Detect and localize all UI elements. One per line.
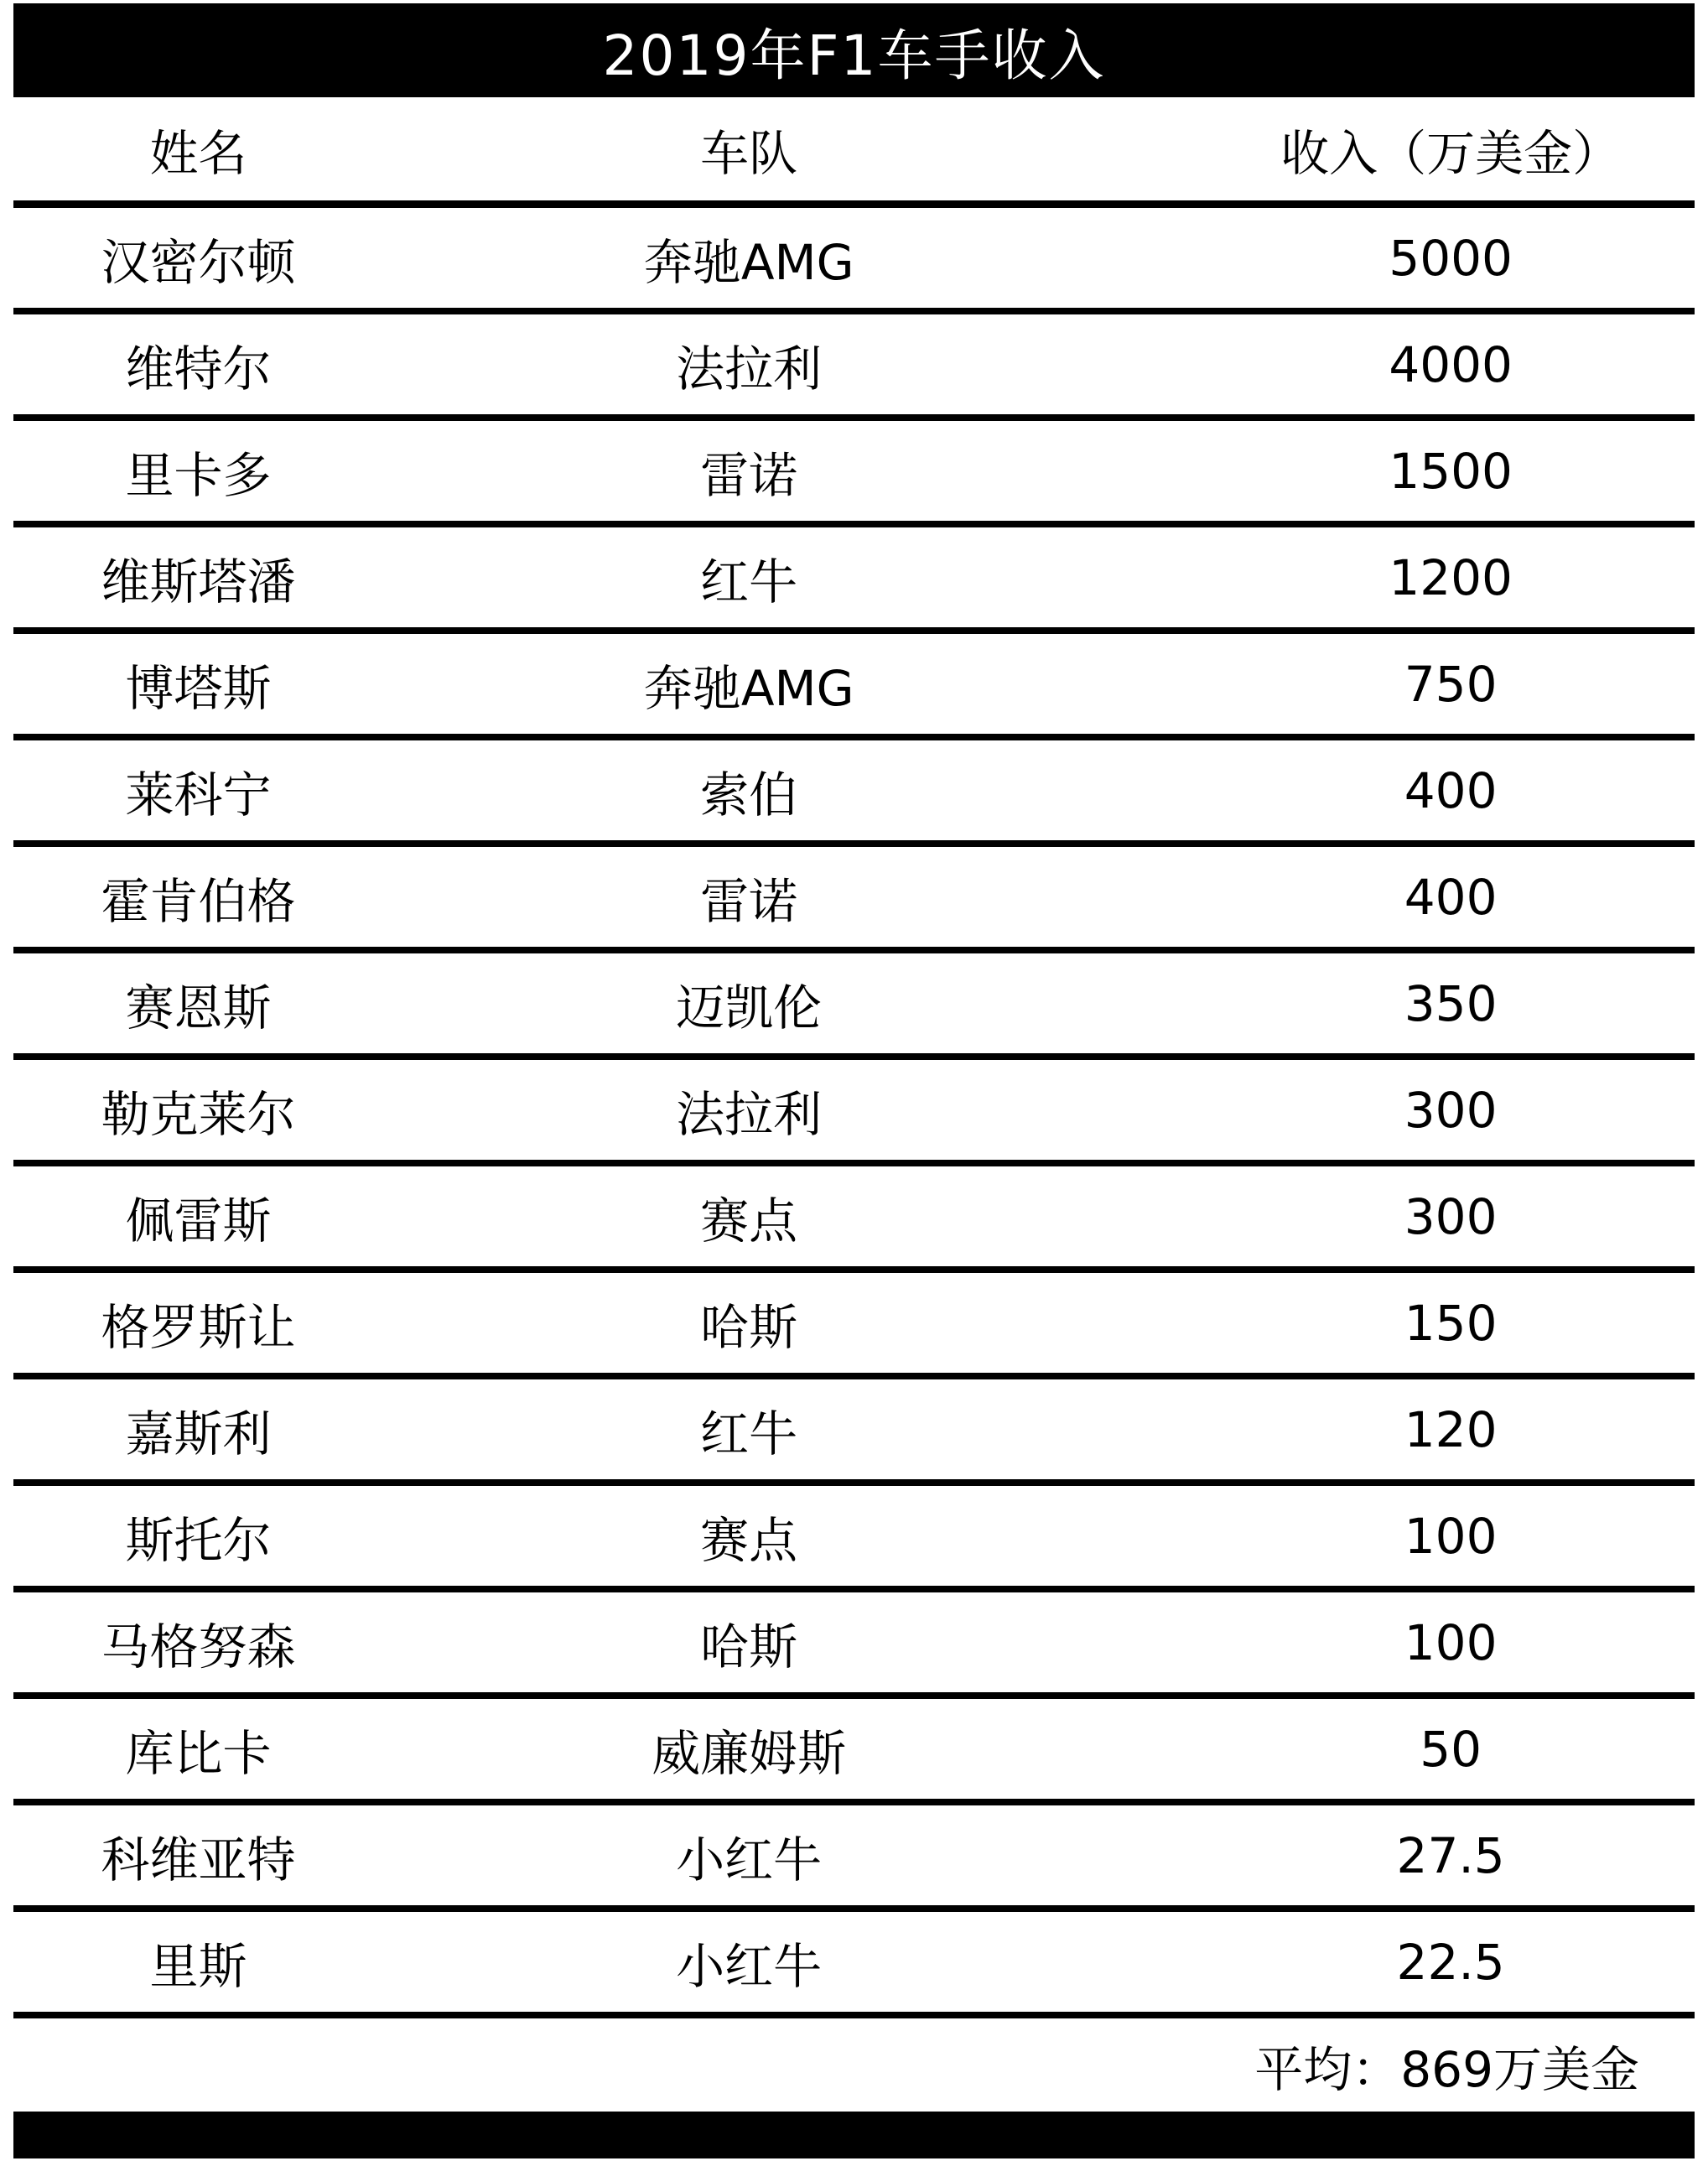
driver-name-cell: 里斯 xyxy=(149,1937,247,1995)
page-title: 2019年F1车手收入 xyxy=(602,23,1106,88)
header-team-column: 车队 xyxy=(700,124,798,182)
header-name-column: 姓名 xyxy=(149,124,247,182)
driver-name-cell: 佩雷斯 xyxy=(125,1192,272,1249)
driver-name-cell: 赛恩斯 xyxy=(125,979,272,1036)
table-row xyxy=(13,1060,1695,1166)
driver-name-cell: 嘉斯利 xyxy=(125,1405,272,1462)
income-cell: 50 xyxy=(1420,1720,1482,1778)
team-cell: 迈凯伦 xyxy=(676,979,823,1036)
table-row xyxy=(13,314,1695,421)
income-cell: 350 xyxy=(1404,974,1498,1032)
table-row xyxy=(13,208,1695,314)
header-income-column: 收入（万美金） xyxy=(1280,124,1622,182)
driver-name-cell: 维特尔 xyxy=(125,340,272,397)
table-header-row xyxy=(13,97,1695,208)
income-cell: 300 xyxy=(1404,1187,1498,1245)
table-row xyxy=(13,1805,1695,1912)
table-row xyxy=(13,634,1695,740)
income-cell: 750 xyxy=(1404,655,1498,713)
table-footer-row xyxy=(13,2018,1695,2112)
team-cell: 法拉利 xyxy=(676,340,823,397)
driver-name-cell: 汉密尔顿 xyxy=(101,233,296,291)
team-cell: 赛点 xyxy=(700,1511,798,1569)
table-row xyxy=(13,1379,1695,1486)
table-row xyxy=(13,527,1695,634)
income-cell: 100 xyxy=(1404,1507,1498,1565)
team-cell: 奔驰AMG xyxy=(643,659,854,717)
driver-name-cell: 库比卡 xyxy=(125,1724,272,1782)
team-cell: 小红牛 xyxy=(676,1937,823,1995)
table-row xyxy=(13,740,1695,847)
team-cell: 赛点 xyxy=(700,1192,798,1249)
table-row xyxy=(13,1486,1695,1592)
driver-name-cell: 维斯塔潘 xyxy=(101,553,296,610)
average-income-value: 平均：869万美金 xyxy=(1254,2040,1639,2098)
table-body xyxy=(13,208,1695,2018)
table-row xyxy=(13,1699,1695,1805)
income-cell: 100 xyxy=(1404,1613,1498,1671)
income-cell: 150 xyxy=(1404,1294,1498,1352)
driver-name-cell: 莱科宁 xyxy=(125,766,272,823)
driver-name-cell: 里卡多 xyxy=(125,446,272,504)
team-cell: 红牛 xyxy=(700,1405,798,1462)
income-cell: 120 xyxy=(1404,1400,1498,1458)
table-row xyxy=(13,1273,1695,1379)
team-cell: 索伯 xyxy=(700,766,798,823)
table-row xyxy=(13,847,1695,953)
income-cell: 27.5 xyxy=(1396,1826,1505,1884)
income-cell: 1500 xyxy=(1389,442,1513,500)
table-row xyxy=(13,1166,1695,1273)
driver-name-cell: 勒克莱尔 xyxy=(101,1085,296,1143)
team-cell: 红牛 xyxy=(700,553,798,610)
driver-name-cell: 科维亚特 xyxy=(101,1831,296,1888)
table-row xyxy=(13,1592,1695,1699)
income-cell: 400 xyxy=(1404,761,1498,819)
table-row xyxy=(13,953,1695,1060)
team-cell: 奔驰AMG xyxy=(643,233,854,291)
team-cell: 小红牛 xyxy=(676,1831,823,1888)
team-cell: 哈斯 xyxy=(700,1618,798,1675)
income-cell: 22.5 xyxy=(1396,1933,1505,1991)
income-cell: 300 xyxy=(1404,1081,1498,1139)
driver-name-cell: 博塔斯 xyxy=(125,659,272,717)
title-banner xyxy=(13,3,1695,97)
driver-name-cell: 霍肯伯格 xyxy=(101,872,296,930)
table-row xyxy=(13,421,1695,527)
driver-name-cell: 斯托尔 xyxy=(125,1511,272,1569)
bottom-banner xyxy=(13,2112,1695,2158)
income-cell: 400 xyxy=(1404,868,1498,926)
table-row xyxy=(13,1912,1695,2018)
team-cell: 威廉姆斯 xyxy=(652,1724,847,1782)
income-table xyxy=(13,97,1695,2112)
income-cell: 1200 xyxy=(1389,548,1513,606)
team-cell: 法拉利 xyxy=(676,1085,823,1143)
team-cell: 雷诺 xyxy=(700,446,798,504)
team-cell: 雷诺 xyxy=(700,872,798,930)
income-cell: 5000 xyxy=(1389,229,1513,287)
driver-name-cell: 马格努森 xyxy=(101,1618,296,1675)
driver-name-cell: 格罗斯让 xyxy=(101,1298,296,1356)
team-cell: 哈斯 xyxy=(700,1298,798,1356)
income-cell: 4000 xyxy=(1389,335,1513,393)
